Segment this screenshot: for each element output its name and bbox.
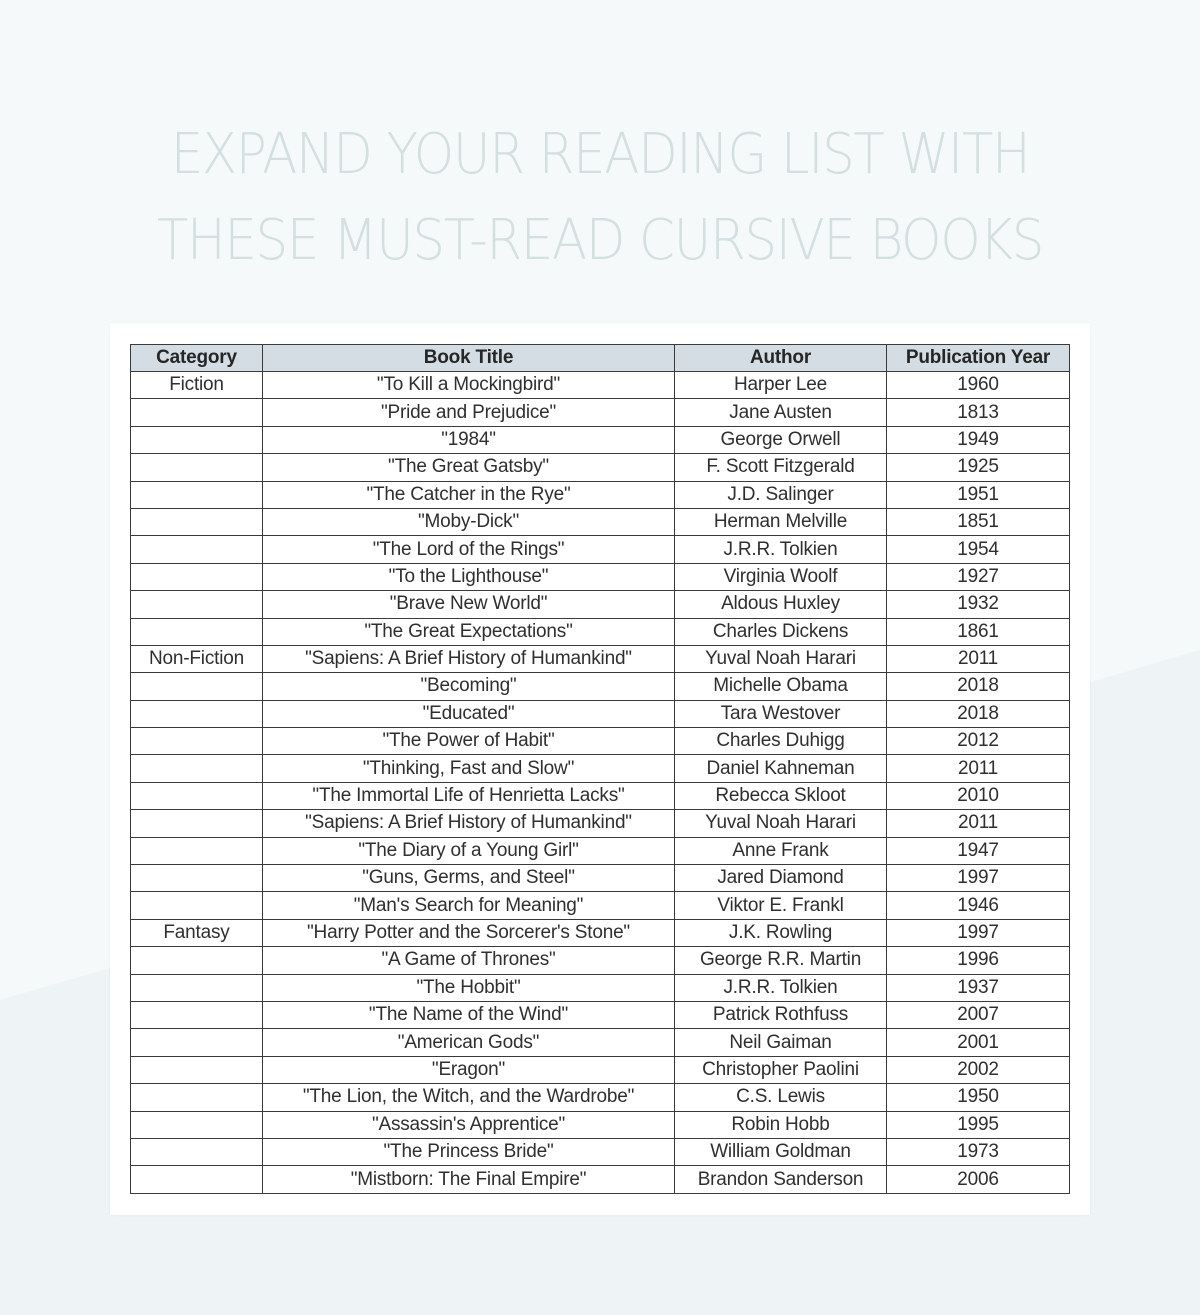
cell-author: Neil Gaiman — [675, 1029, 887, 1056]
cell-book-title: "Eragon" — [263, 1056, 675, 1083]
header-publication-year: Publication Year — [887, 345, 1070, 372]
table-row — [131, 454, 1070, 481]
cell-book-title: "The Hobbit" — [263, 974, 675, 1001]
cell-category: Non-Fiction — [131, 645, 263, 672]
cell-category — [131, 700, 263, 727]
cell-author: Brandon Sanderson — [675, 1166, 887, 1193]
table-row — [131, 536, 1070, 563]
cell-author: Jane Austen — [675, 399, 887, 426]
cell-author: Charles Dickens — [675, 618, 887, 645]
cell-author: Yuval Noah Harari — [675, 810, 887, 837]
header-author: Author — [675, 345, 887, 372]
cell-author: Tara Westover — [675, 700, 887, 727]
cell-author: Yuval Noah Harari — [675, 645, 887, 672]
cell-category: Fantasy — [131, 919, 263, 946]
title-line-1: EXPAND YOUR READING LIST WITH — [170, 122, 1030, 187]
cell-book-title: "The Princess Bride" — [263, 1138, 675, 1165]
table-row — [131, 426, 1070, 453]
cell-author: Charles Duhigg — [675, 728, 887, 755]
cell-author: C.S. Lewis — [675, 1084, 887, 1111]
cell-author: Robin Hobb — [675, 1111, 887, 1138]
table-row — [131, 645, 1070, 672]
cell-book-title: "A Game of Thrones" — [263, 947, 675, 974]
cell-category — [131, 481, 263, 508]
cell-book-title: "The Power of Habit" — [263, 728, 675, 755]
table-row — [131, 591, 1070, 618]
cell-publication-year: 2006 — [887, 1166, 1070, 1193]
cell-book-title: "American Gods" — [263, 1029, 675, 1056]
cell-publication-year: 1973 — [887, 1138, 1070, 1165]
cell-publication-year: 2001 — [887, 1029, 1070, 1056]
cell-author: Anne Frank — [675, 837, 887, 864]
table-row — [131, 947, 1070, 974]
table-row — [131, 399, 1070, 426]
cell-book-title: "Man's Search for Meaning" — [263, 892, 675, 919]
cell-publication-year: 1995 — [887, 1111, 1070, 1138]
cell-book-title: "Sapiens: A Brief History of Humankind" — [263, 645, 675, 672]
cell-category — [131, 728, 263, 755]
cell-publication-year: 1949 — [887, 426, 1070, 453]
table-row — [131, 1138, 1070, 1165]
cell-category — [131, 782, 263, 809]
cell-category — [131, 563, 263, 590]
table-row — [131, 1084, 1070, 1111]
cell-category — [131, 426, 263, 453]
cell-author: Michelle Obama — [675, 673, 887, 700]
cell-category — [131, 837, 263, 864]
table-row — [131, 1111, 1070, 1138]
cell-book-title: "Moby-Dick" — [263, 508, 675, 535]
cell-book-title: "To Kill a Mockingbird" — [263, 372, 675, 399]
cell-publication-year: 1951 — [887, 481, 1070, 508]
table-row — [131, 618, 1070, 645]
cell-category — [131, 974, 263, 1001]
table-row — [131, 865, 1070, 892]
table-card — [110, 323, 1090, 1215]
cell-author: Harper Lee — [675, 372, 887, 399]
cell-book-title: "To the Lighthouse" — [263, 563, 675, 590]
cell-author: Viktor E. Frankl — [675, 892, 887, 919]
cell-category — [131, 1001, 263, 1028]
cell-publication-year: 1997 — [887, 919, 1070, 946]
cell-book-title: "Becoming" — [263, 673, 675, 700]
cell-category — [131, 1029, 263, 1056]
cell-publication-year: 1932 — [887, 591, 1070, 618]
table-row — [131, 372, 1070, 399]
table-row — [131, 892, 1070, 919]
header-category: Category — [131, 345, 263, 372]
cell-category — [131, 755, 263, 782]
cell-publication-year: 2018 — [887, 700, 1070, 727]
cell-author: J.R.R. Tolkien — [675, 974, 887, 1001]
cell-book-title: "Thinking, Fast and Slow" — [263, 755, 675, 782]
cell-book-title: "Mistborn: The Final Empire" — [263, 1166, 675, 1193]
cell-publication-year: 1813 — [887, 399, 1070, 426]
cell-author: Rebecca Skloot — [675, 782, 887, 809]
reading-list-table — [130, 344, 1070, 1194]
page-title — [48, 112, 1152, 284]
cell-category — [131, 1084, 263, 1111]
cell-publication-year: 1997 — [887, 865, 1070, 892]
cell-book-title: "Guns, Germs, and Steel" — [263, 865, 675, 892]
cell-author: William Goldman — [675, 1138, 887, 1165]
cell-author: George R.R. Martin — [675, 947, 887, 974]
table-row — [131, 1166, 1070, 1193]
cell-book-title: "Brave New World" — [263, 591, 675, 618]
cell-category — [131, 536, 263, 563]
table-row — [131, 1029, 1070, 1056]
table-row — [131, 700, 1070, 727]
cell-publication-year: 1960 — [887, 372, 1070, 399]
cell-category — [131, 591, 263, 618]
table-row — [131, 974, 1070, 1001]
cell-book-title: "Harry Potter and the Sorcerer's Stone" — [263, 919, 675, 946]
cell-author: J.K. Rowling — [675, 919, 887, 946]
table-row — [131, 508, 1070, 535]
cell-category — [131, 454, 263, 481]
cell-author: J.R.R. Tolkien — [675, 536, 887, 563]
cell-publication-year: 2011 — [887, 645, 1070, 672]
cell-publication-year: 2018 — [887, 673, 1070, 700]
cell-publication-year: 2011 — [887, 755, 1070, 782]
table-row — [131, 673, 1070, 700]
cell-book-title: "1984" — [263, 426, 675, 453]
cell-category — [131, 673, 263, 700]
table-row — [131, 1001, 1070, 1028]
cell-category — [131, 1056, 263, 1083]
cell-author: Virginia Woolf — [675, 563, 887, 590]
cell-book-title: "The Catcher in the Rye" — [263, 481, 675, 508]
cell-book-title: "Educated" — [263, 700, 675, 727]
cell-author: Patrick Rothfuss — [675, 1001, 887, 1028]
table-row — [131, 563, 1070, 590]
table-row — [131, 837, 1070, 864]
table-row — [131, 919, 1070, 946]
cell-author: Herman Melville — [675, 508, 887, 535]
cell-category — [131, 1111, 263, 1138]
cell-publication-year: 1937 — [887, 974, 1070, 1001]
cell-publication-year: 1851 — [887, 508, 1070, 535]
cell-category — [131, 618, 263, 645]
cell-publication-year: 1950 — [887, 1084, 1070, 1111]
cell-book-title: "The Immortal Life of Henrietta Lacks" — [263, 782, 675, 809]
table-row — [131, 782, 1070, 809]
cell-author: F. Scott Fitzgerald — [675, 454, 887, 481]
cell-publication-year: 2007 — [887, 1001, 1070, 1028]
cell-book-title: "Pride and Prejudice" — [263, 399, 675, 426]
table-body — [131, 372, 1070, 1194]
cell-publication-year: 1947 — [887, 837, 1070, 864]
table-row — [131, 755, 1070, 782]
header-book-title: Book Title — [263, 345, 675, 372]
title-line-2: THESE MUST-READ CURSIVE BOOKS — [156, 208, 1044, 273]
cell-category — [131, 865, 263, 892]
cell-book-title: "Sapiens: A Brief History of Humankind" — [263, 810, 675, 837]
cell-publication-year: 1925 — [887, 454, 1070, 481]
cell-category — [131, 508, 263, 535]
cell-publication-year: 1927 — [887, 563, 1070, 590]
cell-author: George Orwell — [675, 426, 887, 453]
cell-book-title: "Assassin's Apprentice" — [263, 1111, 675, 1138]
cell-author: Jared Diamond — [675, 865, 887, 892]
cell-category — [131, 399, 263, 426]
header-row — [131, 345, 1070, 372]
cell-book-title: "The Lord of the Rings" — [263, 536, 675, 563]
cell-book-title: "The Great Gatsby" — [263, 454, 675, 481]
cell-publication-year: 1861 — [887, 618, 1070, 645]
table-row — [131, 728, 1070, 755]
table-row — [131, 481, 1070, 508]
cell-category — [131, 1138, 263, 1165]
cell-publication-year: 1996 — [887, 947, 1070, 974]
cell-category — [131, 810, 263, 837]
cell-category — [131, 947, 263, 974]
cell-category — [131, 892, 263, 919]
table-row — [131, 810, 1070, 837]
cell-author: Aldous Huxley — [675, 591, 887, 618]
cell-book-title: "The Diary of a Young Girl" — [263, 837, 675, 864]
cell-publication-year: 1946 — [887, 892, 1070, 919]
cell-publication-year: 2010 — [887, 782, 1070, 809]
cell-publication-year: 2012 — [887, 728, 1070, 755]
cell-author: J.D. Salinger — [675, 481, 887, 508]
cell-publication-year: 1954 — [887, 536, 1070, 563]
cell-book-title: "The Name of the Wind" — [263, 1001, 675, 1028]
cell-publication-year: 2002 — [887, 1056, 1070, 1083]
table-row — [131, 1056, 1070, 1083]
cell-publication-year: 2011 — [887, 810, 1070, 837]
cell-category — [131, 1166, 263, 1193]
cell-book-title: "The Great Expectations" — [263, 618, 675, 645]
cell-author: Daniel Kahneman — [675, 755, 887, 782]
cell-category: Fiction — [131, 372, 263, 399]
cell-book-title: "The Lion, the Witch, and the Wardrobe" — [263, 1084, 675, 1111]
cell-author: Christopher Paolini — [675, 1056, 887, 1083]
